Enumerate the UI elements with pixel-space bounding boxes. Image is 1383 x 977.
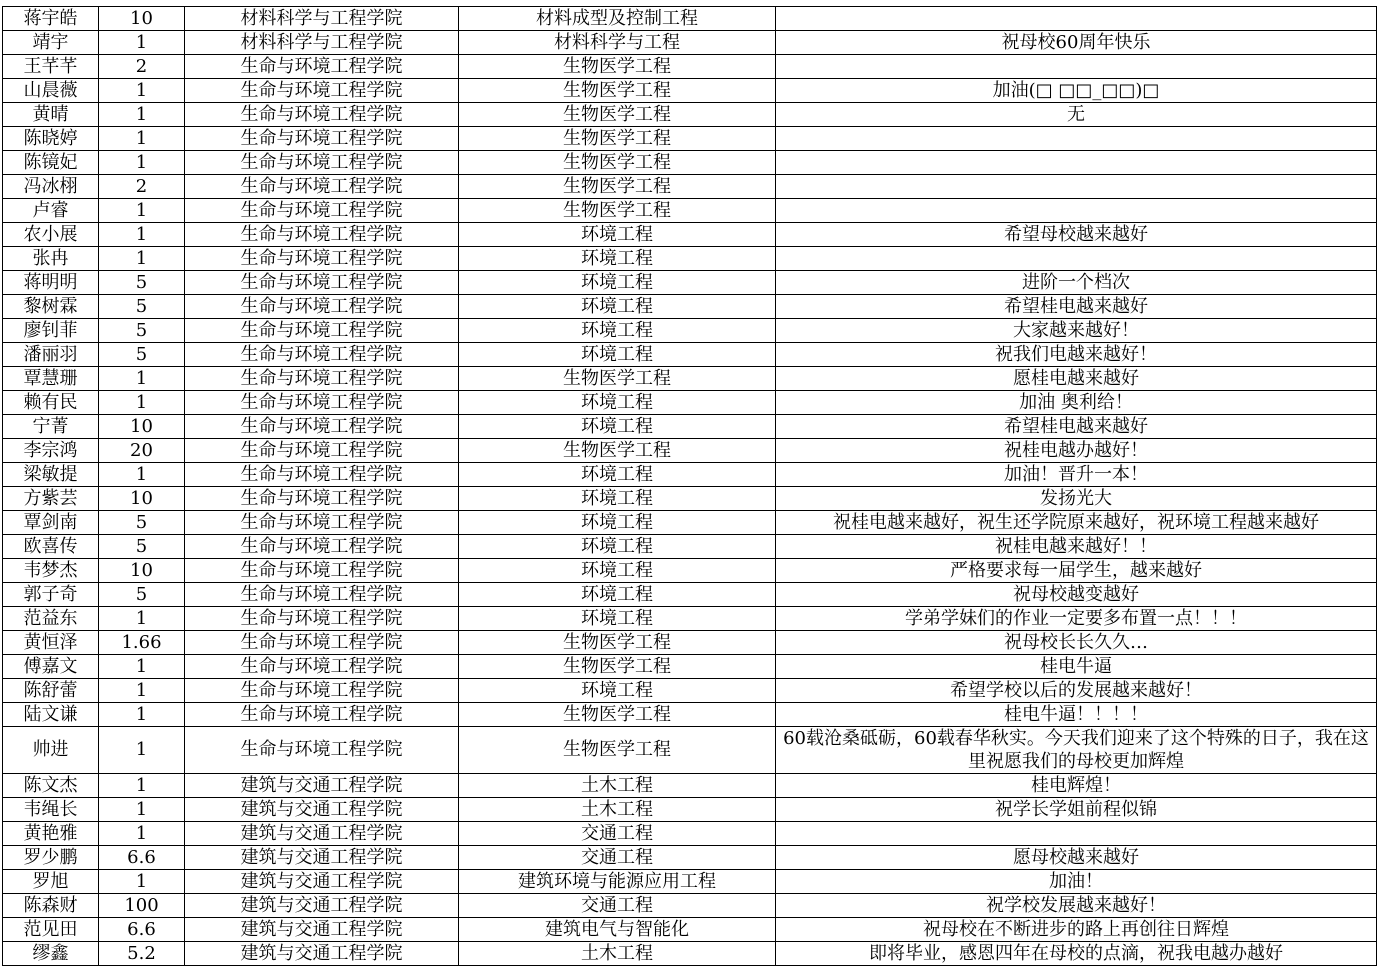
table-row xyxy=(3,463,1377,487)
name-cell: 黄晴 xyxy=(3,103,99,127)
name-cell: 张冉 xyxy=(3,247,99,271)
college-cell: 生命与环境工程学院 xyxy=(185,511,459,535)
college-cell: 生命与环境工程学院 xyxy=(185,535,459,559)
major-cell: 生物医学工程 xyxy=(459,727,776,774)
amount-cell: 5 xyxy=(99,295,185,319)
amount-cell: 1 xyxy=(99,703,185,727)
college-cell: 生命与环境工程学院 xyxy=(185,655,459,679)
major-cell: 生物医学工程 xyxy=(459,703,776,727)
name-cell: 欧喜传 xyxy=(3,535,99,559)
amount-cell: 10 xyxy=(99,415,185,439)
message-cell: 希望母校越来越好 xyxy=(776,223,1377,247)
amount-cell: 1 xyxy=(99,199,185,223)
college-cell: 生命与环境工程学院 xyxy=(185,703,459,727)
table-row xyxy=(3,175,1377,199)
message-cell xyxy=(776,175,1377,199)
major-cell: 材料科学与工程 xyxy=(459,31,776,55)
major-cell: 土木工程 xyxy=(459,942,776,966)
table-row xyxy=(3,703,1377,727)
table-row xyxy=(3,942,1377,966)
college-cell: 生命与环境工程学院 xyxy=(185,223,459,247)
college-cell: 建筑与交通工程学院 xyxy=(185,942,459,966)
amount-cell: 1 xyxy=(99,798,185,822)
major-cell: 生物医学工程 xyxy=(459,199,776,223)
college-cell: 生命与环境工程学院 xyxy=(185,463,459,487)
name-cell: 蒋明明 xyxy=(3,271,99,295)
name-cell: 王芊芊 xyxy=(3,55,99,79)
table-row xyxy=(3,7,1377,31)
amount-cell: 1 xyxy=(99,463,185,487)
message-cell: 祝学长学姐前程似锦 xyxy=(776,798,1377,822)
name-cell: 方紫芸 xyxy=(3,487,99,511)
major-cell: 环境工程 xyxy=(459,535,776,559)
major-cell: 环境工程 xyxy=(459,319,776,343)
major-cell: 生物医学工程 xyxy=(459,655,776,679)
major-cell: 环境工程 xyxy=(459,271,776,295)
table-row xyxy=(3,247,1377,271)
college-cell: 建筑与交通工程学院 xyxy=(185,870,459,894)
name-cell: 农小展 xyxy=(3,223,99,247)
table-row xyxy=(3,151,1377,175)
college-cell: 生命与环境工程学院 xyxy=(185,271,459,295)
major-cell: 环境工程 xyxy=(459,463,776,487)
college-cell: 生命与环境工程学院 xyxy=(185,727,459,774)
message-cell xyxy=(776,247,1377,271)
major-cell: 环境工程 xyxy=(459,295,776,319)
table-row xyxy=(3,415,1377,439)
amount-cell: 100 xyxy=(99,894,185,918)
college-cell: 生命与环境工程学院 xyxy=(185,175,459,199)
amount-cell: 10 xyxy=(99,7,185,31)
table-row xyxy=(3,727,1377,774)
amount-cell: 1 xyxy=(99,870,185,894)
major-cell: 交通工程 xyxy=(459,822,776,846)
message-cell: 发扬光大 xyxy=(776,487,1377,511)
college-cell: 生命与环境工程学院 xyxy=(185,199,459,223)
college-cell: 生命与环境工程学院 xyxy=(185,103,459,127)
college-cell: 建筑与交通工程学院 xyxy=(185,846,459,870)
college-cell: 生命与环境工程学院 xyxy=(185,319,459,343)
name-cell: 缪鑫 xyxy=(3,942,99,966)
message-cell: 桂电辉煌！ xyxy=(776,774,1377,798)
amount-cell: 1 xyxy=(99,247,185,271)
message-cell: 祝母校60周年快乐 xyxy=(776,31,1377,55)
table-row xyxy=(3,822,1377,846)
major-cell: 生物医学工程 xyxy=(459,439,776,463)
amount-cell: 5 xyxy=(99,511,185,535)
major-cell: 生物医学工程 xyxy=(459,55,776,79)
amount-cell: 1 xyxy=(99,367,185,391)
name-cell: 陈森财 xyxy=(3,894,99,918)
amount-cell: 1 xyxy=(99,607,185,631)
message-cell xyxy=(776,151,1377,175)
amount-cell: 1 xyxy=(99,151,185,175)
major-cell: 环境工程 xyxy=(459,487,776,511)
name-cell: 陈舒蕾 xyxy=(3,679,99,703)
amount-cell: 1 xyxy=(99,391,185,415)
message-cell: 学弟学妹们的作业一定要多布置一点！！！ xyxy=(776,607,1377,631)
college-cell: 生命与环境工程学院 xyxy=(185,631,459,655)
table-row xyxy=(3,79,1377,103)
name-cell: 李宗鸿 xyxy=(3,439,99,463)
table-row xyxy=(3,319,1377,343)
college-cell: 生命与环境工程学院 xyxy=(185,295,459,319)
major-cell: 环境工程 xyxy=(459,559,776,583)
name-cell: 韦绳长 xyxy=(3,798,99,822)
major-cell: 生物医学工程 xyxy=(459,631,776,655)
amount-cell: 1 xyxy=(99,822,185,846)
table-row xyxy=(3,894,1377,918)
major-cell: 交通工程 xyxy=(459,894,776,918)
amount-cell: 6.6 xyxy=(99,846,185,870)
major-cell: 环境工程 xyxy=(459,583,776,607)
table-row xyxy=(3,559,1377,583)
message-cell: 桂电牛逼！！！！ xyxy=(776,703,1377,727)
college-cell: 生命与环境工程学院 xyxy=(185,367,459,391)
college-cell: 生命与环境工程学院 xyxy=(185,607,459,631)
name-cell: 覃剑南 xyxy=(3,511,99,535)
table-row xyxy=(3,127,1377,151)
amount-cell: 1 xyxy=(99,727,185,774)
college-cell: 材料科学与工程学院 xyxy=(185,7,459,31)
message-cell: 加油(□ □□_□□)□ xyxy=(776,79,1377,103)
name-cell: 覃慧珊 xyxy=(3,367,99,391)
college-cell: 生命与环境工程学院 xyxy=(185,79,459,103)
name-cell: 帅进 xyxy=(3,727,99,774)
college-cell: 生命与环境工程学院 xyxy=(185,583,459,607)
amount-cell: 10 xyxy=(99,559,185,583)
table-row xyxy=(3,487,1377,511)
college-cell: 生命与环境工程学院 xyxy=(185,247,459,271)
amount-cell: 1 xyxy=(99,774,185,798)
message-cell: 愿母校越来越好 xyxy=(776,846,1377,870)
major-cell: 材料成型及控制工程 xyxy=(459,7,776,31)
major-cell: 生物医学工程 xyxy=(459,103,776,127)
message-cell: 严格要求每一届学生，越来越好 xyxy=(776,559,1377,583)
message-cell xyxy=(776,822,1377,846)
name-cell: 罗旭 xyxy=(3,870,99,894)
name-cell: 山晨薇 xyxy=(3,79,99,103)
college-cell: 生命与环境工程学院 xyxy=(185,679,459,703)
amount-cell: 2 xyxy=(99,55,185,79)
college-cell: 材料科学与工程学院 xyxy=(185,31,459,55)
table-row xyxy=(3,870,1377,894)
name-cell: 宁菁 xyxy=(3,415,99,439)
message-cell: 祝桂电越来越好！！ xyxy=(776,535,1377,559)
amount-cell: 1 xyxy=(99,655,185,679)
name-cell: 梁敏提 xyxy=(3,463,99,487)
amount-cell: 10 xyxy=(99,487,185,511)
name-cell: 范见田 xyxy=(3,918,99,942)
college-cell: 生命与环境工程学院 xyxy=(185,55,459,79)
name-cell: 韦梦杰 xyxy=(3,559,99,583)
message-cell: 加油 奥利给！ xyxy=(776,391,1377,415)
table-row xyxy=(3,55,1377,79)
message-cell: 祝我们电越来越好！ xyxy=(776,343,1377,367)
major-cell: 生物医学工程 xyxy=(459,367,776,391)
name-cell: 陈晓婷 xyxy=(3,127,99,151)
name-cell: 潘丽羽 xyxy=(3,343,99,367)
table-row xyxy=(3,774,1377,798)
name-cell: 冯冰栩 xyxy=(3,175,99,199)
message-cell xyxy=(776,127,1377,151)
college-cell: 建筑与交通工程学院 xyxy=(185,774,459,798)
message-cell: 希望桂电越来越好 xyxy=(776,415,1377,439)
message-cell: 希望桂电越来越好 xyxy=(776,295,1377,319)
message-cell: 加油！晋升一本！ xyxy=(776,463,1377,487)
major-cell: 环境工程 xyxy=(459,415,776,439)
name-cell: 陈文杰 xyxy=(3,774,99,798)
message-cell: 希望学校以后的发展越来越好！ xyxy=(776,679,1377,703)
college-cell: 生命与环境工程学院 xyxy=(185,343,459,367)
name-cell: 卢睿 xyxy=(3,199,99,223)
major-cell: 生物医学工程 xyxy=(459,127,776,151)
name-cell: 蒋宇皓 xyxy=(3,7,99,31)
amount-cell: 6.6 xyxy=(99,918,185,942)
major-cell: 环境工程 xyxy=(459,679,776,703)
message-cell: 祝母校长长久久… xyxy=(776,631,1377,655)
college-cell: 建筑与交通工程学院 xyxy=(185,894,459,918)
major-cell: 建筑电气与智能化 xyxy=(459,918,776,942)
name-cell: 黄艳雅 xyxy=(3,822,99,846)
college-cell: 建筑与交通工程学院 xyxy=(185,822,459,846)
name-cell: 陈镜妃 xyxy=(3,151,99,175)
message-cell: 60载沧桑砥砺，60载春华秋实。今天我们迎来了这个特殊的日子，我在这里祝愿我们的母校更加辉煌 xyxy=(776,727,1377,774)
college-cell: 生命与环境工程学院 xyxy=(185,151,459,175)
table-row xyxy=(3,271,1377,295)
major-cell: 生物医学工程 xyxy=(459,151,776,175)
college-cell: 生命与环境工程学院 xyxy=(185,391,459,415)
college-cell: 建筑与交通工程学院 xyxy=(185,918,459,942)
major-cell: 环境工程 xyxy=(459,511,776,535)
amount-cell: 1.66 xyxy=(99,631,185,655)
college-cell: 建筑与交通工程学院 xyxy=(185,798,459,822)
table-row xyxy=(3,295,1377,319)
table-row xyxy=(3,655,1377,679)
name-cell: 廖钊菲 xyxy=(3,319,99,343)
amount-cell: 1 xyxy=(99,79,185,103)
message-cell: 大家越来越好！ xyxy=(776,319,1377,343)
message-cell: 祝母校在不断进步的路上再创往日辉煌 xyxy=(776,918,1377,942)
name-cell: 陆文谦 xyxy=(3,703,99,727)
major-cell: 生物医学工程 xyxy=(459,175,776,199)
message-cell: 桂电牛逼 xyxy=(776,655,1377,679)
table-row xyxy=(3,391,1377,415)
major-cell: 建筑环境与能源应用工程 xyxy=(459,870,776,894)
name-cell: 郭子奇 xyxy=(3,583,99,607)
amount-cell: 5 xyxy=(99,343,185,367)
table-row xyxy=(3,439,1377,463)
name-cell: 赖有民 xyxy=(3,391,99,415)
table-row xyxy=(3,607,1377,631)
major-cell: 交通工程 xyxy=(459,846,776,870)
amount-cell: 5 xyxy=(99,271,185,295)
major-cell: 生物医学工程 xyxy=(459,79,776,103)
name-cell: 黎树霖 xyxy=(3,295,99,319)
table-row xyxy=(3,223,1377,247)
table-row xyxy=(3,367,1377,391)
amount-cell: 5.2 xyxy=(99,942,185,966)
message-cell xyxy=(776,55,1377,79)
donation-table xyxy=(2,6,1377,966)
amount-cell: 5 xyxy=(99,583,185,607)
table-row xyxy=(3,918,1377,942)
table-row xyxy=(3,511,1377,535)
table-row xyxy=(3,798,1377,822)
amount-cell: 1 xyxy=(99,31,185,55)
major-cell: 土木工程 xyxy=(459,798,776,822)
college-cell: 生命与环境工程学院 xyxy=(185,559,459,583)
major-cell: 环境工程 xyxy=(459,343,776,367)
message-cell: 无 xyxy=(776,103,1377,127)
major-cell: 环境工程 xyxy=(459,607,776,631)
message-cell xyxy=(776,7,1377,31)
amount-cell: 1 xyxy=(99,223,185,247)
table-row xyxy=(3,103,1377,127)
message-cell: 祝学校发展越来越好！ xyxy=(776,894,1377,918)
name-cell: 靖宇 xyxy=(3,31,99,55)
message-cell: 进阶一个档次 xyxy=(776,271,1377,295)
amount-cell: 5 xyxy=(99,535,185,559)
name-cell: 傅嘉文 xyxy=(3,655,99,679)
major-cell: 环境工程 xyxy=(459,247,776,271)
message-cell: 祝桂电越办越好！ xyxy=(776,439,1377,463)
table-row xyxy=(3,846,1377,870)
table-body xyxy=(3,7,1377,966)
amount-cell: 20 xyxy=(99,439,185,463)
table-row xyxy=(3,679,1377,703)
name-cell: 黄恒泽 xyxy=(3,631,99,655)
amount-cell: 1 xyxy=(99,103,185,127)
major-cell: 环境工程 xyxy=(459,223,776,247)
message-cell: 愿桂电越来越好 xyxy=(776,367,1377,391)
major-cell: 土木工程 xyxy=(459,774,776,798)
table-row xyxy=(3,631,1377,655)
name-cell: 范益东 xyxy=(3,607,99,631)
table-row xyxy=(3,343,1377,367)
amount-cell: 1 xyxy=(99,127,185,151)
table-row xyxy=(3,199,1377,223)
amount-cell: 5 xyxy=(99,319,185,343)
college-cell: 生命与环境工程学院 xyxy=(185,439,459,463)
table-row xyxy=(3,535,1377,559)
message-cell: 即将毕业，感恩四年在母校的点滴，祝我电越办越好 xyxy=(776,942,1377,966)
table-row xyxy=(3,31,1377,55)
college-cell: 生命与环境工程学院 xyxy=(185,487,459,511)
table-row xyxy=(3,583,1377,607)
message-cell: 加油！ xyxy=(776,870,1377,894)
amount-cell: 1 xyxy=(99,679,185,703)
message-cell xyxy=(776,199,1377,223)
message-cell: 祝桂电越来越好，祝生还学院原来越好，祝环境工程越来越好 xyxy=(776,511,1377,535)
college-cell: 生命与环境工程学院 xyxy=(185,127,459,151)
message-cell: 祝母校越变越好 xyxy=(776,583,1377,607)
major-cell: 环境工程 xyxy=(459,391,776,415)
name-cell: 罗少鹏 xyxy=(3,846,99,870)
amount-cell: 2 xyxy=(99,175,185,199)
college-cell: 生命与环境工程学院 xyxy=(185,415,459,439)
